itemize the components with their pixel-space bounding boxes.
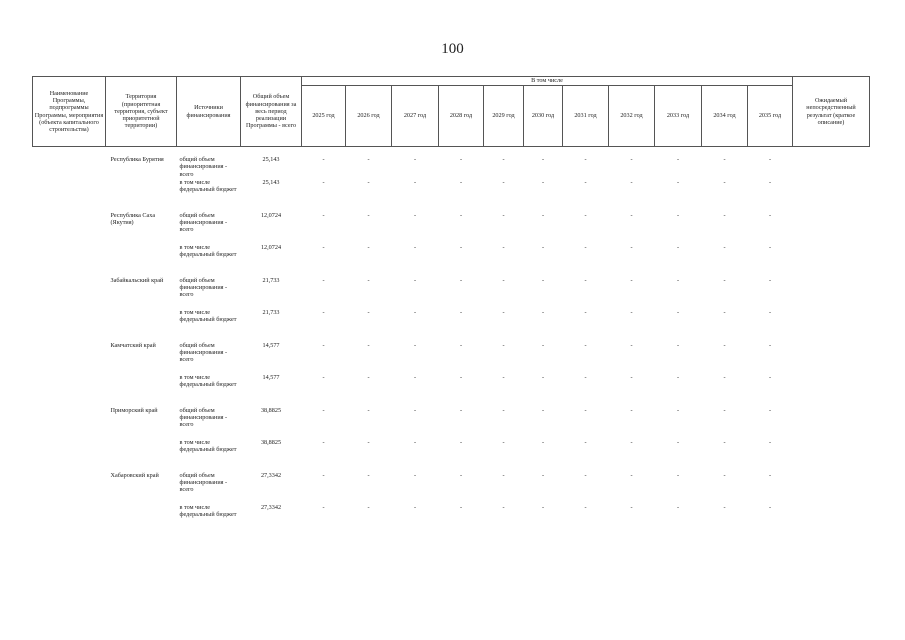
cell-name <box>33 374 106 407</box>
table-row <box>33 212 870 245</box>
cell-year-value: - <box>502 179 505 186</box>
cell-year-value: - <box>630 179 633 186</box>
cell-year-value: - <box>768 211 772 219</box>
cell-name <box>33 342 106 375</box>
cell-year-value: - <box>584 244 587 251</box>
cell-year-value: - <box>459 156 463 163</box>
cell-year-value: - <box>584 179 587 186</box>
cell-year-value: - <box>723 211 726 219</box>
cell-year-value: - <box>413 211 417 219</box>
cell-year-value: - <box>459 179 463 186</box>
cell-result <box>793 277 870 310</box>
cell-year-value: - <box>413 156 417 163</box>
cell-year-value: - <box>541 309 545 316</box>
cell-result <box>793 147 870 180</box>
cell-year-value: - <box>322 309 325 316</box>
header-year: 2026 год <box>346 86 392 147</box>
cell-year-value: - <box>459 276 463 284</box>
cell-year-value: - <box>413 244 417 251</box>
cell-year-value: - <box>768 309 772 316</box>
cell-year-value: - <box>502 244 505 251</box>
cell-year-value: - <box>367 504 370 511</box>
cell-year-value: - <box>413 471 417 479</box>
cell-year-value: - <box>541 276 545 284</box>
cell-year-value: - <box>584 211 587 219</box>
cell-year-value: - <box>768 439 772 446</box>
cell-year-value: - <box>502 276 505 284</box>
cell-territory: Республика Саха (Якутия) <box>110 211 156 226</box>
cell-total: 14,577 <box>262 341 280 349</box>
cell-year-value: - <box>676 156 680 163</box>
cell-year-value: - <box>502 471 505 479</box>
table-row <box>33 342 870 375</box>
header-result: Ожидаемый непосредственный результат (краткое описание) <box>793 77 870 147</box>
cell-year-value: - <box>322 244 325 251</box>
cell-year-value: - <box>541 211 545 219</box>
cell-year-value: - <box>584 439 587 446</box>
cell-year-value: - <box>322 276 325 284</box>
cell-total: 21,733 <box>262 309 280 316</box>
cell-name <box>33 472 106 505</box>
cell-year-value: - <box>676 341 680 349</box>
cell-year-value: - <box>459 244 463 251</box>
cell-year-value: - <box>584 374 587 381</box>
cell-year-value: - <box>768 406 772 414</box>
cell-year-value: - <box>367 406 370 414</box>
cell-year-value: - <box>541 374 545 381</box>
cell-total: 21,733 <box>262 276 280 284</box>
table-row <box>33 244 870 277</box>
cell-year-value: - <box>502 374 505 381</box>
cell-total: 38,8825 <box>260 439 282 446</box>
cell-year-value: - <box>630 244 633 251</box>
cell-year-value: - <box>584 471 587 479</box>
header-year: 2034 год <box>702 86 748 147</box>
cell-year-value: - <box>676 406 680 414</box>
cell-source: общий объем финансирования - всего <box>179 156 228 178</box>
header-year: 2030 год <box>524 86 563 147</box>
cell-source: в том числе федеральный бюджет <box>179 374 237 389</box>
cell-year-value: - <box>367 341 370 349</box>
header-year: 2033 год <box>655 86 702 147</box>
cell-source: в том числе федеральный бюджет <box>179 309 237 324</box>
cell-result <box>793 407 870 440</box>
cell-source: в том числе федеральный бюджет <box>179 179 237 194</box>
cell-territory: Забайкальский край <box>110 276 164 284</box>
cell-year-value: - <box>768 471 772 479</box>
cell-year-value: - <box>676 504 680 511</box>
cell-result <box>793 179 870 212</box>
cell-source: общий объем финансирования - всего <box>179 471 228 494</box>
cell-year-value: - <box>413 276 417 284</box>
cell-name <box>33 179 106 212</box>
cell-year-value: - <box>676 211 680 219</box>
cell-year-value: - <box>367 471 370 479</box>
cell-territory <box>106 504 177 537</box>
cell-total: 27,3342 <box>260 471 282 479</box>
cell-name <box>33 439 106 472</box>
cell-territory: Хабаровский край <box>110 471 159 479</box>
cell-year-value: - <box>367 156 370 163</box>
cell-result <box>793 309 870 342</box>
cell-year-value: - <box>768 179 772 186</box>
cell-source: в том числе федеральный бюджет <box>179 504 237 519</box>
cell-territory <box>106 179 177 212</box>
table-row <box>33 179 870 212</box>
cell-year-value: - <box>322 156 325 163</box>
cell-total: 25,143 <box>262 179 280 186</box>
cell-year-value: - <box>723 276 726 284</box>
cell-year-value: - <box>541 179 545 186</box>
cell-year-value: - <box>459 341 463 349</box>
header-year: 2025 год <box>302 86 346 147</box>
cell-year-value: - <box>723 504 726 511</box>
cell-year-value: - <box>541 439 545 446</box>
cell-year-value: - <box>768 156 772 163</box>
cell-name <box>33 277 106 310</box>
cell-result <box>793 472 870 505</box>
cell-year-value: - <box>630 156 633 163</box>
header-year: 2032 год <box>609 86 655 147</box>
cell-year-value: - <box>584 406 587 414</box>
table-row <box>33 277 870 310</box>
table-row <box>33 504 870 537</box>
cell-year-value: - <box>630 406 633 414</box>
cell-source: общий объем финансирования - всего <box>179 276 228 299</box>
cell-year-value: - <box>459 406 463 414</box>
cell-year-value: - <box>502 309 505 316</box>
cell-year-value: - <box>541 156 545 163</box>
cell-year-value: - <box>541 471 545 479</box>
cell-year-value: - <box>723 471 726 479</box>
cell-name <box>33 407 106 440</box>
cell-year-value: - <box>723 156 726 163</box>
cell-year-value: - <box>367 276 370 284</box>
cell-year-value: - <box>630 341 633 349</box>
cell-year-value: - <box>502 156 505 163</box>
cell-year-value: - <box>723 341 726 349</box>
table-body <box>33 147 870 537</box>
table-row <box>33 439 870 472</box>
cell-name <box>33 147 106 180</box>
cell-year-value: - <box>413 406 417 414</box>
cell-year-value: - <box>413 439 417 446</box>
cell-result <box>793 342 870 375</box>
cell-source: в том числе федеральный бюджет <box>179 244 237 259</box>
cell-total: 14,577 <box>262 374 280 381</box>
cell-year-value: - <box>367 211 370 219</box>
cell-year-value: - <box>723 406 726 414</box>
cell-result <box>793 504 870 537</box>
cell-year-value: - <box>322 406 325 414</box>
cell-year-value: - <box>459 504 463 511</box>
header-year: 2027 год <box>392 86 439 147</box>
cell-year-value: - <box>584 309 587 316</box>
header-year: 2028 год <box>439 86 484 147</box>
cell-result <box>793 212 870 245</box>
cell-year-value: - <box>676 374 680 381</box>
cell-year-value: - <box>541 504 545 511</box>
cell-source: общий объем финансирования - всего <box>179 406 228 429</box>
cell-year-value: - <box>541 244 545 251</box>
cell-year-value: - <box>413 374 417 381</box>
cell-year-value: - <box>502 406 505 414</box>
cell-total: 25,143 <box>262 156 280 163</box>
cell-year-value: - <box>584 156 587 163</box>
cell-year-value: - <box>413 341 417 349</box>
header-territory: Территория (приоритетная территория, субъект приоритетной территории) <box>106 77 177 147</box>
cell-territory <box>106 374 177 407</box>
cell-source: в том числе федеральный бюджет <box>179 439 237 454</box>
header-year: 2035 год <box>748 86 793 147</box>
cell-year-value: - <box>367 439 370 446</box>
cell-year-value: - <box>768 341 772 349</box>
cell-year-value: - <box>322 341 325 349</box>
page-number: 100 <box>441 41 464 57</box>
cell-year-value: - <box>413 309 417 316</box>
cell-year-value: - <box>367 179 370 186</box>
cell-year-value: - <box>413 504 417 511</box>
table-row <box>33 309 870 342</box>
cell-year-value: - <box>676 471 680 479</box>
cell-territory: Республика Бурятия <box>110 156 164 163</box>
cell-year-value: - <box>676 179 680 186</box>
cell-year-value: - <box>584 276 587 284</box>
cell-year-value: - <box>459 374 463 381</box>
cell-year-value: - <box>367 244 370 251</box>
cell-year-value: - <box>502 504 505 511</box>
cell-year-value: - <box>768 374 772 381</box>
cell-year-value: - <box>322 439 325 446</box>
cell-territory <box>106 439 177 472</box>
cell-year-value: - <box>322 374 325 381</box>
cell-year-value: - <box>676 439 680 446</box>
cell-year-value: - <box>322 504 325 511</box>
cell-year-value: - <box>502 439 505 446</box>
cell-year-value: - <box>723 244 726 251</box>
cell-total: 38,8825 <box>260 406 282 414</box>
cell-year-value: - <box>630 276 633 284</box>
cell-source: общий объем финансирования - всего <box>179 211 228 234</box>
cell-year-value: - <box>768 504 772 511</box>
header-year: 2031 год <box>563 86 609 147</box>
cell-name <box>33 244 106 277</box>
cell-name <box>33 504 106 537</box>
cell-year-value: - <box>723 179 726 186</box>
cell-total: 12,0724 <box>260 244 282 251</box>
cell-year-value: - <box>630 471 633 479</box>
cell-territory <box>106 244 177 277</box>
header-including: В том числе <box>302 77 793 86</box>
cell-year-value: - <box>367 309 370 316</box>
cell-year-value: - <box>630 211 633 219</box>
header-year: 2029 год <box>484 86 524 147</box>
header-source: Источники финансирования <box>177 77 241 147</box>
table-row <box>33 472 870 505</box>
cell-year-value: - <box>322 211 325 219</box>
cell-name <box>33 212 106 245</box>
cell-year-value: - <box>630 439 633 446</box>
cell-result <box>793 439 870 472</box>
header-name: Наименование Программы, подпрограммы Программы, мероприятия (объекта капитального строительства) <box>33 77 106 147</box>
cell-year-value: - <box>459 309 463 316</box>
cell-source: общий объем финансирования - всего <box>179 341 228 364</box>
cell-territory <box>106 309 177 342</box>
cell-year-value: - <box>459 439 463 446</box>
cell-year-value: - <box>676 244 680 251</box>
cell-year-value: - <box>630 309 633 316</box>
cell-year-value: - <box>541 341 545 349</box>
cell-year-value: - <box>502 341 505 349</box>
cell-year-value: - <box>723 439 726 446</box>
cell-year-value: - <box>723 309 726 316</box>
table-row <box>33 407 870 440</box>
table-row <box>33 147 870 180</box>
cell-year-value: - <box>459 211 463 219</box>
cell-year-value: - <box>676 309 680 316</box>
table-row <box>33 374 870 407</box>
cell-result <box>793 244 870 277</box>
cell-year-value: - <box>322 471 325 479</box>
cell-territory: Приморский край <box>110 406 158 414</box>
cell-year-value: - <box>322 179 325 186</box>
cell-year-value: - <box>630 374 633 381</box>
cell-year-value: - <box>367 374 370 381</box>
cell-territory: Камчатский край <box>110 341 156 349</box>
cell-year-value: - <box>768 244 772 251</box>
cell-name <box>33 309 106 342</box>
cell-year-value: - <box>502 211 505 219</box>
cell-year-value: - <box>630 504 633 511</box>
cell-year-value: - <box>413 179 417 186</box>
cell-year-value: - <box>676 276 680 284</box>
cell-total: 12,0724 <box>260 211 282 219</box>
cell-year-value: - <box>584 504 587 511</box>
cell-year-value: - <box>584 341 587 349</box>
cell-total: 27,3342 <box>260 504 282 511</box>
financing-table <box>32 76 870 537</box>
cell-year-value: - <box>768 276 772 284</box>
cell-year-value: - <box>723 374 726 381</box>
cell-year-value: - <box>541 406 545 414</box>
cell-result <box>793 374 870 407</box>
header-total: Общий объем финансирования за весь период реализации Программы - всего <box>241 77 302 147</box>
cell-year-value: - <box>459 471 463 479</box>
